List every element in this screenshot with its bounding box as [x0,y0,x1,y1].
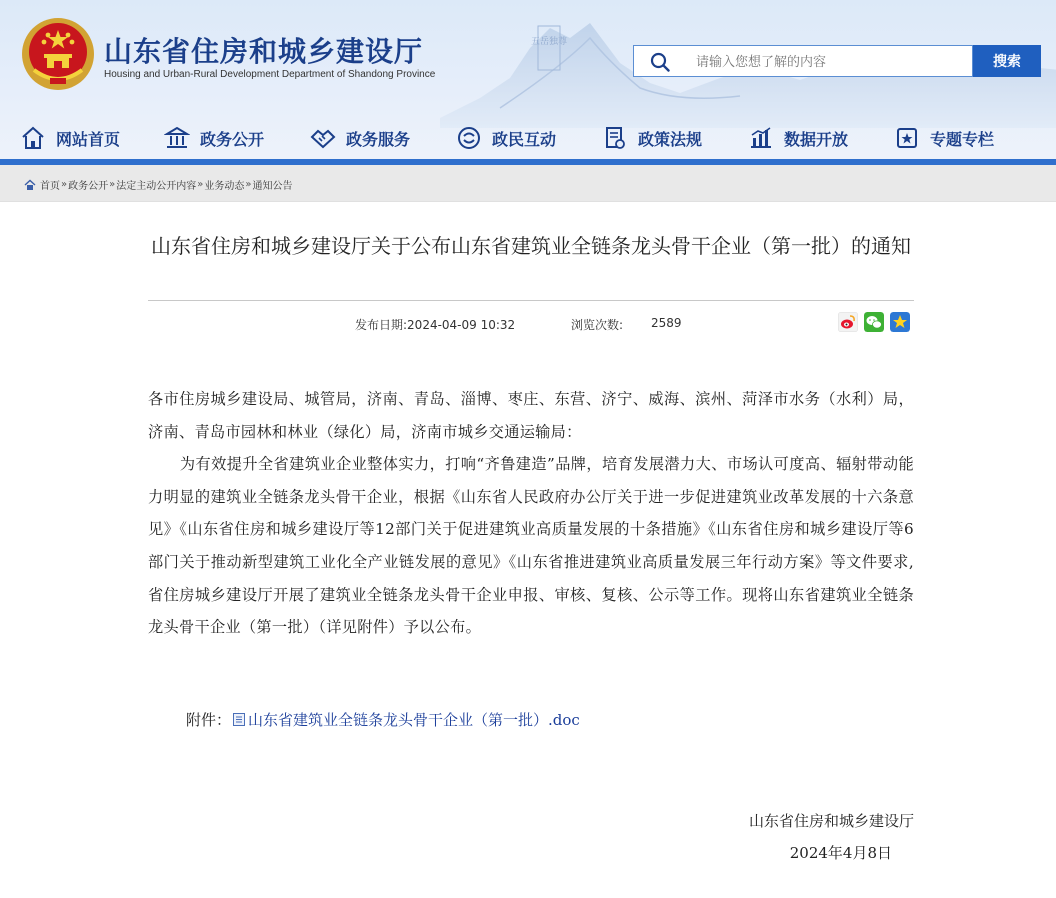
nav-item-label: 数据开放 [784,129,849,149]
signature-date: 2024年4月8日 [789,844,892,862]
nav-item-label: 专题专栏 [930,129,995,149]
wechat-share-icon[interactable] [864,312,884,332]
search-box [633,45,973,77]
signature-organization: 山东省住房和城乡建设厅 [748,812,914,830]
attachment-link[interactable]: 山东省建筑业全链条龙头骨干企业（第一批）.doc [248,711,580,729]
breadcrumb [24,177,293,192]
weibo-share-icon[interactable] [838,312,858,332]
breadcrumb-bar [0,165,1056,202]
word-document-icon [233,713,245,726]
nav-item-label: 政策法规 [638,129,703,149]
special-topic-icon [894,125,920,151]
article-body [148,383,914,644]
home-icon [24,179,36,191]
breadcrumb-separator: » [61,179,68,190]
nav-item-label: 政民互动 [492,129,557,149]
breadcrumb-separator: » [109,179,116,190]
nav-item-label: 政务公开 [200,129,265,149]
nav-item-public-interaction[interactable] [456,117,556,159]
search-button[interactable]: 搜索 [973,45,1041,77]
nav-item-label: 网站首页 [56,129,121,149]
recipients-paragraph: 各市住房城乡建设局、城管局，济南、青岛、淄博、枣庄、东营、济宁、威海、滨州、菏泽市水务（水利）局，济南、青岛市园林和林业（绿化）局，济南市城乡交通运输局： [148,390,914,441]
policy-document-icon [602,125,628,151]
nav-item-policies[interactable] [602,117,702,159]
handshake-icon [310,125,336,151]
search-input[interactable] [694,50,968,74]
site-header [0,0,1056,165]
attachment-label: 附件： [186,711,232,729]
nav-item-open-data[interactable] [748,117,848,159]
view-count-label: 浏览次数: [571,318,624,332]
main-navigation [0,117,1056,159]
breadcrumb-separator: » [245,179,252,190]
search-icon[interactable] [650,52,670,72]
attachment [186,709,580,730]
home-icon [20,125,46,151]
title-divider [148,300,914,301]
favorite-star-icon[interactable] [890,312,910,332]
breadcrumb-notices[interactable]: 通知公告 [252,181,293,192]
breadcrumb-statutory-disclosure[interactable]: 法定主动公开内容 [116,181,197,192]
breadcrumb-separator: » [197,179,204,190]
view-count-value: 2589 [651,316,682,330]
site-title: 山东省住房和城乡建设厅 [104,35,424,68]
nav-item-special-topics[interactable] [894,117,994,159]
publish-date [355,316,515,333]
article-title: 山东省住房和城乡建设厅关于公布山东省建筑业全链条龙头骨干企业（第一批）的通知 [151,234,911,258]
breadcrumb-business-news[interactable]: 业务动态 [204,181,245,192]
breadcrumb-home[interactable]: 首页 [40,181,60,192]
data-chart-icon [748,125,774,151]
publish-date-label: 发布日期: [355,318,408,332]
publish-date-value: 2024-04-09 10:32 [407,318,516,332]
nav-item-government-affairs[interactable] [164,117,264,159]
breadcrumb-government-affairs[interactable]: 政务公开 [68,181,109,192]
site-title-english: Housing and Urban-Rural Development Department of Shandong Province [104,69,436,80]
nav-item-government-services[interactable] [310,117,410,159]
nav-item-label: 政务服务 [346,129,411,149]
mountain-seal-text: 五岳独尊 [530,37,568,47]
government-building-icon [164,125,190,151]
interaction-icon [456,125,482,151]
nav-item-home[interactable] [20,117,120,159]
main-paragraph: 为有效提升全省建筑业企业整体实力，打响“齐鲁建造”品牌，培育发展潜力大、市场认可度高、辐射带动能力明显的建筑业全链条龙头骨干企业，根据《山东省人民政府办公厅关于进一步促进建筑业改革发展的十六条意见》《山东省住房和城乡建设厅等12部门关于促进建筑业高质量发展的十条措施》《山东省住房和城乡建设厅等6部门关于推动新型建筑工业化全产业链发展的意见》《山东省推进建筑业高质量发展三年行动方案》等文件要求,省住房城乡建设厅开展了建筑业全链条龙头骨干企业申报、审核、复核、公示等工作。现将山东省建筑业全链条龙头骨干企业（第一批）（详见附件）予以公布。 [148,455,914,637]
national-emblem-logo [20,16,96,92]
